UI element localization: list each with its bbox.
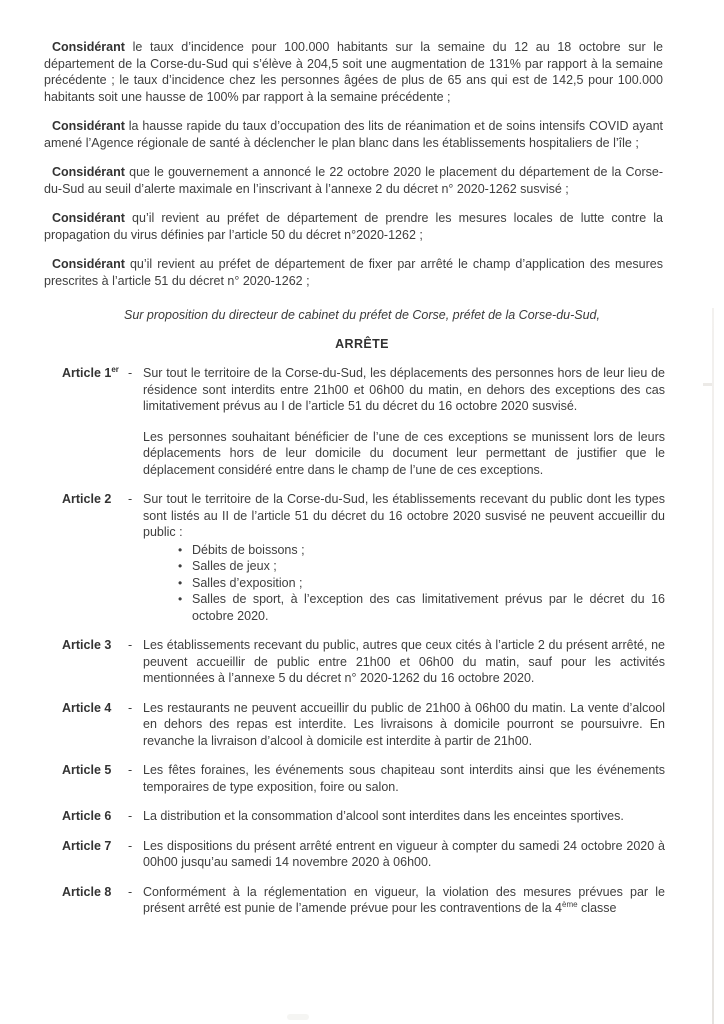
article-body	[143, 808, 665, 825]
article-label-sup: er	[111, 364, 119, 374]
proposition-line: Sur proposition du directeur de cabinet du préfet de Corse, préfet de la Corse-du-Sud,	[124, 308, 600, 322]
article-text-sup: ème	[562, 899, 578, 909]
considerant-paragraph	[44, 256, 663, 289]
article-row-3	[62, 637, 665, 687]
article-row-6	[62, 808, 665, 825]
article-row-2	[62, 491, 665, 624]
bullet-item: • Salles de jeux ;	[192, 558, 665, 575]
considerants-section	[0, 39, 724, 289]
article-text: Les personnes souhaitant bénéficier de l’une de ces exceptions se munissent lors de leurs déplacements hors de leur domicile du document leur permettant de justifier que le déplacement considéré entre dans le champ de l’une de ces exceptions.	[143, 429, 665, 477]
article-dash: -	[128, 884, 133, 899]
article-dash: -	[128, 700, 133, 715]
article-text	[143, 884, 665, 917]
considerant-text: le taux d’incidence pour 100.000 habitants sur la semaine du 12 au 18 octobre sur le département de la Corse-du-Sud qui s’élève à 204,5 soit une augmentation de 131% par rapport à la semaine précédente ; le taux d’incidence chez les personnes âgées de plus de 65 ans qui est de 142,5 pour 100.000 habitants soit une hausse de 100% par rapport à la semaine précédente ;	[44, 40, 663, 104]
article-body	[143, 491, 665, 624]
article-dash: -	[128, 763, 133, 777]
article-text-post: classe	[577, 901, 617, 915]
article-label	[62, 808, 128, 825]
considerant-lead: Considérant	[52, 40, 125, 54]
article-label-text: Article 7	[62, 838, 112, 853]
article-label-text: Article 3	[62, 638, 112, 652]
bullet-item: • Débits de boissons ;	[192, 542, 665, 559]
considerant-lead: Considérant	[52, 119, 125, 133]
article-text: Sur tout le territoire de la Corse-du-Sud, les établissements recevant du public dont les types sont listés au II de l’article 51 du décret du 16 octobre 2020 susvisé ne peuvent accueillir du public :	[143, 492, 665, 539]
considerant-paragraph	[44, 164, 663, 197]
article-label	[62, 365, 128, 478]
article-text-pre: Conformément à la réglementation en vigueur, la violation des mesures prévues par le présent arrêté est punie de l’amende prévue pour les contraventions de la 4	[143, 884, 665, 915]
article-dash: -	[128, 366, 133, 380]
considerant-lead: Considérant	[52, 211, 125, 225]
article-dash: -	[128, 492, 133, 506]
article-label-text: Article 1	[62, 366, 112, 380]
considerant-lead: Considérant	[52, 165, 125, 179]
bullet-item: • Salles d’exposition ;	[192, 575, 665, 592]
article-bullet-list	[143, 542, 665, 625]
article-label-text: Article 2	[62, 492, 112, 506]
article-text: Sur tout le territoire de la Corse-du-Sud, les déplacements des personnes hors de leur lieu de résidence sont interdits entre 21h00 et 06h00 du matin, en dehors des exceptions des cas limitativement prévus au I de l’article 51 du décret du 16 octobre 2020 susvisé.	[143, 366, 665, 413]
article-body	[143, 762, 665, 795]
article-body	[143, 365, 665, 478]
article-text: Les fêtes foraines, les événements sous chapiteau sont interdits ainsi que les événements temporaires de type exposition, foire ou salon.	[143, 763, 665, 794]
scan-fold-line	[712, 308, 714, 1024]
bullet-item: • Salles de sport, à l’exception des cas limitativement prévus par le décret du 16 octobre 2020.	[192, 591, 665, 624]
article-dash: -	[128, 638, 133, 652]
article-label	[62, 637, 128, 687]
article-label-text: Article 4	[62, 700, 112, 715]
considerant-text: qu’il revient au préfet de département de prendre les mesures locales de lutte contre la propagation du virus définies par l’article 50 du décret n°2020-1262 ;	[44, 211, 663, 242]
article-body	[143, 637, 665, 687]
article-row-4	[62, 700, 665, 750]
article-text: La distribution et la consommation d’alcool sont interdites dans les enceintes sportives.	[143, 809, 624, 823]
article-label	[62, 838, 128, 871]
article-label-text: Article 6	[62, 809, 112, 823]
article-text: Les établissements recevant du public, autres que ceux cités à l’article 2 du présent arrêté, ne peuvent accueillir de public entre 21h00 et 06h00 du matin, sauf pour les activités mentionnées à l’annexe 5 du décret n° 2020-1262 du 16 octobre 2020.	[143, 638, 665, 685]
article-row-7	[62, 838, 665, 871]
considerant-text: que le gouvernement a annoncé le 22 octobre 2020 le placement du département de la Corse-du-Sud au seuil d’alerte maximale en l’inscrivant à l’annexe 2 du décret n° 2020-1262 susvisé ;	[44, 165, 663, 196]
considerant-paragraph	[44, 39, 663, 105]
article-body	[143, 700, 665, 750]
article-dash: -	[128, 809, 133, 823]
article-label	[62, 884, 128, 917]
article-row-8	[62, 884, 665, 917]
scan-tick-mark	[703, 383, 712, 386]
article-row-1	[62, 365, 665, 478]
articles-section	[0, 365, 724, 917]
considerant-lead: Considérant	[52, 257, 125, 271]
article-label	[62, 700, 128, 750]
arrete-title: ARRÊTE	[335, 336, 389, 351]
article-text: Les dispositions du présent arrêté entrent en vigueur à compter du samedi 24 octobre 2020 à 00h00 jusqu’au samedi 14 novembre 2020 à 06h00.	[143, 838, 665, 869]
article-label-text: Article 8	[62, 884, 112, 899]
article-label	[62, 762, 128, 795]
article-body	[143, 838, 665, 871]
article-body	[143, 884, 665, 917]
article-label-text: Article 5	[62, 763, 112, 777]
scan-smudge	[287, 1014, 309, 1020]
considerant-text: qu’il revient au préfet de département de fixer par arrêté le champ d’application des mesures prescrites à l’article 51 du décret n° 2020-1262 ;	[44, 257, 663, 288]
article-label	[62, 491, 128, 624]
article-row-5	[62, 762, 665, 795]
article-text: Les restaurants ne peuvent accueillir du public de 21h00 à 06h00 du matin. La vente d’alcool en dehors des repas est interdite. Les livraisons à domicile pourront se poursuivre. En revanche la livraison d’alcool à domicile est interdite à partir de 21h00.	[143, 700, 665, 748]
considerant-paragraph	[44, 210, 663, 243]
considerant-text: la hausse rapide du taux d’occupation des lits de réanimation et de soins intensifs COVID ayant amené l’Agence régionale de santé à déclencher le plan blanc dans les établissements hospitaliers de l’île ;	[44, 119, 663, 150]
considerant-paragraph	[44, 118, 663, 151]
article-dash: -	[128, 838, 133, 853]
